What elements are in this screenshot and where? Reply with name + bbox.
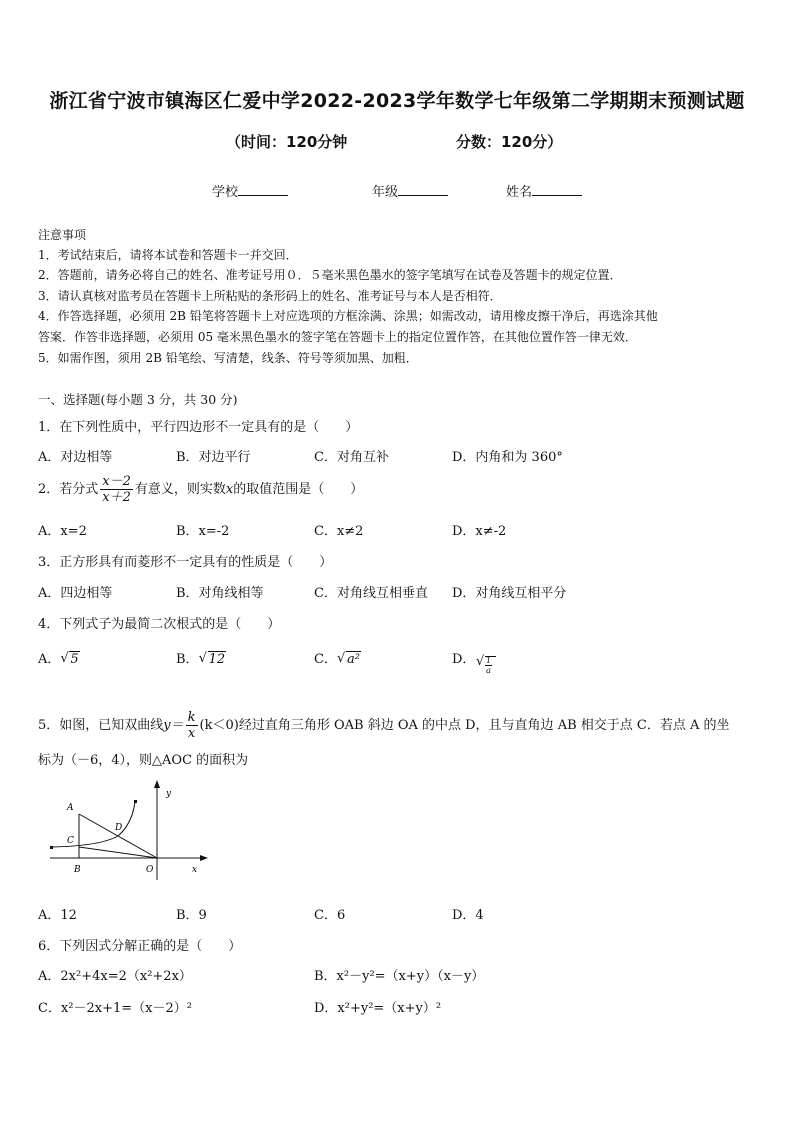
notes-heading: 注意事项 [38, 228, 87, 242]
q5-k-den: x [187, 726, 196, 741]
school-field [212, 181, 288, 200]
label-x: x [192, 865, 198, 875]
label-d: D [115, 823, 123, 833]
q4-option-c-label: C． [314, 652, 337, 667]
note-item: 2．答题前，请务必将自己的姓名、准考证号用０．５毫米黑色墨水的签字笔填写在试卷及答题卡的规定位置． [38, 268, 622, 282]
q2-option-c: C．x≠2 [314, 524, 364, 539]
q2-fraction [100, 474, 133, 505]
label-y: y [166, 789, 172, 799]
q6-option-d: D．x²+y²=（x+y）² [314, 1001, 442, 1016]
label-o: O [146, 865, 154, 875]
q1-option-a: A．对边相等 [38, 450, 113, 465]
q4-option-a-radicand: 5 [70, 652, 79, 667]
q5-k-fraction [186, 710, 198, 741]
time-label: （时间：120分钟 [226, 133, 348, 151]
q6-option-a: A．2x²+4x=2（x²+2x） [38, 969, 192, 984]
q2-fraction-numerator: x－2 [102, 474, 131, 489]
q3-option-a: A．四边相等 [38, 586, 113, 601]
segment-oc [79, 847, 157, 858]
q2-option-b: B．x=-2 [176, 524, 230, 539]
label-c: C [67, 836, 74, 846]
question-2-stem [38, 474, 363, 505]
q5-option-b: B．9 [176, 908, 207, 923]
exam-title: 浙江省宁波市镇海区仁爱中学2022-2023学年数学七年级第二学期期末预测试题 [49, 90, 745, 112]
score-label: 分数：120分） [456, 133, 563, 151]
q5-condition: (k＜0) [199, 718, 239, 733]
section-heading: 一、选择题(每小题 3 分，共 30 分) [38, 392, 238, 407]
q5-line1-pre: 5．如图，已知双曲线 [38, 718, 164, 733]
label-a: A [67, 803, 74, 813]
q2-pre: 2．若分式 [38, 482, 99, 497]
q5-option-d: D．4 [452, 908, 484, 923]
q1-option-b: B．对边平行 [176, 450, 251, 465]
name-blank [532, 183, 582, 196]
q4-option-b [176, 648, 226, 667]
question-5-line1 [38, 710, 730, 741]
q3-option-d: D．对角线互相平分 [452, 586, 567, 601]
name-label: 姓名 [506, 185, 533, 200]
q4-option-d-numerator: 1 [486, 656, 492, 665]
q4-option-a-label: A． [38, 652, 61, 667]
q4-option-d-label: D． [452, 652, 476, 667]
school-label: 学校 [212, 185, 239, 200]
note-item: 3．请认真核对监考员在答题卡上所粘贴的条形码上的姓名、准考证号与本人是否相符． [38, 289, 502, 303]
q3-option-c: C．对角线互相垂直 [314, 586, 428, 601]
q2-post2: 的取值范围是（ ） [233, 482, 364, 497]
question-4-stem: 4．下列式子为最简二次根式的是（ ） [38, 617, 281, 632]
note-item: 答案．作答非选择题，必须用 05 毫米黑色墨水的签字笔在答题卡上的指定位置作答，在其他位置作答一律无效． [38, 330, 637, 344]
q4-option-b-radical [199, 652, 227, 667]
hyperbola-end-marker [134, 800, 137, 803]
q6-option-c: C．x²－2x+1=（x－2）² [38, 1001, 192, 1016]
q4-option-a-radical [60, 652, 79, 667]
q1-option-c: C．对角互补 [314, 450, 389, 465]
q1-option-d: D．内角和为 360° [452, 450, 563, 465]
q4-option-c-radical [337, 652, 361, 667]
q4-option-c-radicand: a² [346, 652, 360, 667]
hyperbola-curve [52, 802, 135, 847]
q4-option-c [314, 648, 361, 667]
label-b: B [74, 865, 81, 875]
grade-label: 年级 [372, 185, 399, 200]
q4-option-b-radicand: 12 [208, 652, 226, 667]
q2-option-a: A．x=2 [38, 524, 87, 539]
q5-k-num: k [187, 710, 196, 725]
q5-y-eq: y＝ [163, 718, 184, 733]
q6-option-b: B．x²－y²=（x+y）（x－y） [314, 969, 485, 984]
question-5-line2: 标为（－6，4），则△AOC 的面积为 [38, 753, 249, 768]
note-item: 4．作答选择题，必须用 2B 铅笔将答题卡上对应选项的方框涂满、涂黑；如需改动，请用橡皮擦干净后，再选涂其他 [38, 309, 658, 323]
q4-option-b-label: B． [176, 652, 199, 667]
x-axis-arrow-icon [200, 855, 208, 861]
q5-line1-post: 经过直角三角形 OAB 斜边 OA 的中点 D，且与直角边 AB 相交于点 C．若点 A 的坐 [238, 718, 730, 733]
q2-var: x [225, 482, 234, 497]
note-item: 5．如需作图，须用 2B 铅笔绘、写清楚，线条、符号等须加黑、加粗． [38, 351, 418, 365]
school-blank [238, 183, 288, 196]
q4-option-a [38, 648, 80, 667]
q5-option-a: A．12 [38, 908, 77, 923]
question-3-stem: 3．正方形具有而菱形不一定具有的性质是（ ） [38, 555, 333, 570]
q2-post1: 有意义，则实数 [134, 482, 226, 497]
grade-blank [398, 183, 448, 196]
hyperbola-end-marker [50, 846, 53, 849]
name-field [506, 181, 582, 200]
note-item: 1．考试结束后，请将本试卷和答题卡一并交回． [38, 248, 298, 262]
grade-field [372, 181, 448, 200]
q4-option-d-denominator: a [486, 666, 491, 675]
q4-option-d: D． √ $\frac{1}{a}$ [452, 648, 475, 667]
q2-option-d: D．x≠-2 [452, 524, 507, 539]
q5-option-c: C．6 [314, 908, 346, 923]
q2-fraction-denominator: x＋2 [102, 490, 131, 505]
question-1-stem: 1．在下列性质中，平行四边形不一定具有的是（ ） [38, 420, 359, 435]
y-axis-arrow-icon [154, 780, 160, 788]
q3-option-b: B．对角线相等 [176, 586, 264, 601]
question-6-stem: 6．下列因式分解正确的是（ ） [38, 939, 242, 954]
q5-figure [40, 780, 210, 880]
